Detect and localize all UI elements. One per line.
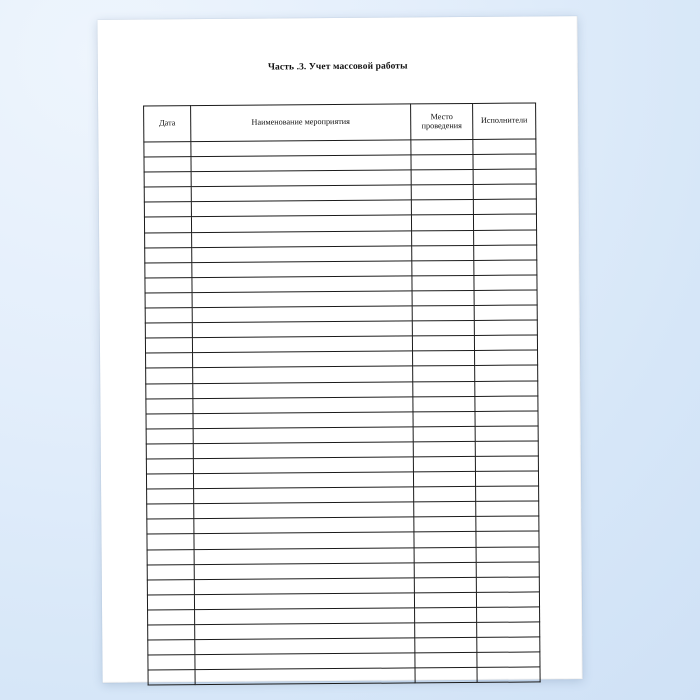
table-cell-date[interactable] [147, 579, 194, 594]
table-cell-date[interactable] [146, 398, 193, 413]
table-cell-place[interactable] [414, 547, 476, 563]
table-cell-name[interactable] [194, 563, 414, 580]
table-cell-place[interactable] [414, 562, 476, 578]
table-cell-place[interactable] [415, 607, 477, 623]
table-cell-date[interactable] [147, 504, 194, 519]
table-cell-exec[interactable] [476, 501, 539, 517]
table-cell-place[interactable] [411, 215, 473, 231]
table-cell-date[interactable] [147, 519, 194, 534]
table-cell-exec[interactable] [475, 441, 538, 457]
table-cell-date[interactable] [144, 187, 191, 202]
table-cell-exec[interactable] [477, 622, 540, 638]
table-cell-name[interactable] [195, 623, 415, 640]
table-cell-place[interactable] [412, 290, 474, 306]
table-cell-name[interactable] [193, 472, 413, 489]
table-cell-name[interactable] [191, 215, 411, 232]
table-cell-name[interactable] [193, 366, 413, 383]
table-cell-name[interactable] [191, 140, 411, 157]
table-cell-name[interactable] [193, 381, 413, 398]
table-cell-date[interactable] [145, 338, 192, 353]
table-cell-date[interactable] [144, 202, 191, 217]
table-cell-exec[interactable] [473, 199, 536, 215]
table-cell-date[interactable] [146, 368, 193, 383]
table-cell-name[interactable] [193, 457, 413, 474]
table-cell-date[interactable] [147, 489, 194, 504]
table-cell-exec[interactable] [476, 531, 539, 547]
table-cell-place[interactable] [413, 351, 475, 367]
table-cell-exec[interactable] [477, 667, 540, 683]
table-cell-exec[interactable] [475, 350, 538, 366]
table-cell-exec[interactable] [476, 592, 539, 608]
table-cell-place[interactable] [414, 592, 476, 608]
table-cell-name[interactable] [194, 578, 414, 595]
table-cell-place[interactable] [412, 336, 474, 352]
page-title: Часть .3. Учет массовой работы [267, 61, 408, 73]
table-cell-name[interactable] [192, 321, 412, 338]
table-cell-name[interactable] [195, 638, 415, 655]
table-cell-place[interactable] [412, 321, 474, 337]
table-container [143, 102, 540, 685]
table-cell-date[interactable] [148, 655, 195, 670]
mass-work-log-table [143, 102, 541, 685]
table-cell-date[interactable] [144, 142, 191, 157]
table-cell-name[interactable] [192, 306, 412, 323]
table-cell-exec[interactable] [475, 426, 538, 442]
table-cell-place[interactable] [411, 170, 473, 186]
table-cell-name[interactable] [193, 351, 413, 368]
table-cell-name[interactable] [194, 487, 414, 504]
table-cell-date[interactable] [145, 323, 192, 338]
table-cell-date[interactable] [146, 383, 193, 398]
table-cell-date[interactable] [147, 549, 194, 564]
table-cell-exec[interactable] [473, 214, 536, 230]
table-cell-name[interactable] [194, 593, 414, 610]
table-cell-place[interactable] [414, 487, 476, 503]
table-cell-exec[interactable] [477, 652, 540, 668]
table-cell-name[interactable] [191, 200, 411, 217]
table-cell-date[interactable] [146, 353, 193, 368]
table-cell-place[interactable] [413, 411, 475, 427]
table-cell-exec[interactable] [475, 396, 538, 412]
table-cell-exec[interactable] [476, 577, 539, 593]
table-cell-exec[interactable] [475, 365, 538, 381]
table-cell-exec[interactable] [474, 335, 537, 351]
table-cell-date[interactable] [146, 444, 193, 459]
table-cell-place[interactable] [413, 456, 475, 472]
table-cell-exec[interactable] [474, 230, 537, 246]
table-cell-exec[interactable] [474, 275, 537, 291]
table-cell-place[interactable] [411, 139, 473, 155]
table-cell-exec[interactable] [476, 562, 539, 578]
table-cell-place[interactable] [412, 230, 474, 246]
column-header-exec: Исполнители [473, 103, 536, 139]
table-cell-exec[interactable] [474, 260, 537, 276]
table-cell-exec[interactable] [476, 486, 539, 502]
table-cell-place[interactable] [412, 260, 474, 276]
table-cell-name[interactable] [191, 155, 411, 172]
table-cell-name[interactable] [192, 336, 412, 353]
table-cell-date[interactable] [147, 594, 194, 609]
table-cell-date[interactable] [147, 534, 194, 549]
table-cell-name[interactable] [192, 276, 412, 293]
table-cell-date[interactable] [146, 428, 193, 443]
table-cell-place[interactable] [414, 532, 476, 548]
table-cell-exec[interactable] [475, 456, 538, 472]
table-cell-date[interactable] [144, 217, 191, 232]
table-cell-exec[interactable] [476, 516, 539, 532]
table-cell-exec[interactable] [474, 245, 537, 261]
table-cell-place[interactable] [415, 653, 477, 669]
table-cell-date[interactable] [144, 172, 191, 187]
table-cell-name[interactable] [195, 653, 415, 670]
table-cell-place[interactable] [413, 426, 475, 442]
table-cell-name[interactable] [191, 185, 411, 202]
table-cell-place[interactable] [413, 381, 475, 397]
table-cell-date[interactable] [148, 640, 195, 655]
table-cell-name[interactable] [194, 532, 414, 549]
table-cell-name[interactable] [192, 291, 412, 308]
table-cell-date[interactable] [145, 278, 192, 293]
table-cell-name[interactable] [193, 412, 413, 429]
table-cell-place[interactable] [414, 502, 476, 518]
table-cell-date[interactable] [148, 610, 195, 625]
table-cell-place[interactable] [411, 200, 473, 216]
table-cell-exec[interactable] [475, 411, 538, 427]
paper-sheet [97, 16, 582, 683]
table-cell-exec[interactable] [475, 471, 538, 487]
table-cell-exec[interactable] [477, 637, 540, 653]
table-cell-place[interactable] [414, 517, 476, 533]
table-cell-date[interactable] [148, 625, 195, 640]
table-cell-place[interactable] [411, 185, 473, 201]
table-cell-exec[interactable] [475, 380, 538, 396]
table-cell-name[interactable] [194, 547, 414, 564]
table-cell-name[interactable] [195, 668, 415, 685]
table-cell-exec[interactable] [473, 169, 536, 185]
table-cell-date[interactable] [148, 670, 195, 685]
table-cell-date[interactable] [145, 308, 192, 323]
table-cell-name[interactable] [193, 397, 413, 414]
table-cell-name[interactable] [193, 427, 413, 444]
table-cell-name[interactable] [194, 517, 414, 534]
column-header-name: Наименование мероприятия [191, 104, 411, 142]
table-cell-name[interactable] [191, 170, 411, 187]
table-cell-exec[interactable] [474, 305, 537, 321]
table-cell-date[interactable] [147, 564, 194, 579]
table-cell-place[interactable] [413, 366, 475, 382]
column-header-place: Место проведения [411, 103, 473, 139]
table-cell-exec[interactable] [474, 320, 537, 336]
table-cell-name[interactable] [192, 246, 412, 263]
column-header-date: Дата [144, 106, 191, 142]
table-cell-date[interactable] [146, 459, 193, 474]
table-row[interactable] [148, 667, 540, 685]
table-cell-exec[interactable] [473, 184, 536, 200]
table-cell-date[interactable] [145, 293, 192, 308]
table-cell-date[interactable] [145, 262, 192, 277]
table-cell-name[interactable] [192, 261, 412, 278]
table-cell-exec[interactable] [477, 607, 540, 623]
table-cell-place[interactable] [415, 638, 477, 654]
table-cell-name[interactable] [194, 502, 414, 519]
table-cell-place[interactable] [412, 305, 474, 321]
table-header-row [144, 103, 536, 142]
table-cell-name[interactable] [193, 442, 413, 459]
table-cell-date[interactable] [145, 232, 192, 247]
table-cell-date[interactable] [146, 474, 193, 489]
table-cell-name[interactable] [192, 230, 412, 247]
table-cell-place[interactable] [412, 245, 474, 261]
table-cell-place[interactable] [413, 472, 475, 488]
table-cell-place[interactable] [411, 155, 473, 171]
table-cell-place[interactable] [413, 441, 475, 457]
table-cell-exec[interactable] [473, 139, 536, 155]
table-cell-place[interactable] [415, 622, 477, 638]
table-cell-place[interactable] [415, 668, 477, 684]
table-cell-exec[interactable] [473, 154, 536, 170]
table-cell-place[interactable] [413, 396, 475, 412]
table-body [144, 139, 540, 685]
table-cell-exec[interactable] [476, 546, 539, 562]
table-cell-date[interactable] [145, 247, 192, 262]
table-cell-date[interactable] [144, 157, 191, 172]
table-cell-date[interactable] [146, 413, 193, 428]
table-cell-exec[interactable] [474, 290, 537, 306]
table-cell-place[interactable] [414, 577, 476, 593]
table-cell-place[interactable] [412, 275, 474, 291]
table-cell-name[interactable] [195, 608, 415, 625]
